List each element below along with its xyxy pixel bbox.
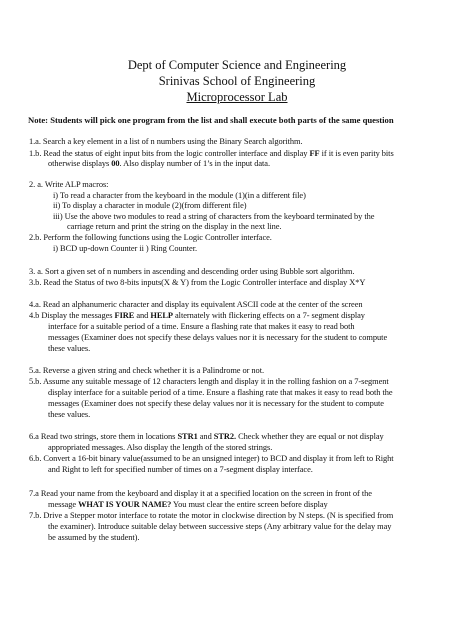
line-text: alternately with flickering effects on a 7- segment display bbox=[172, 311, 365, 320]
line-text: carriage return and print the string on the display in the next line. bbox=[67, 222, 282, 231]
line-q5b-1 bbox=[29, 377, 389, 387]
line-text: 1.b. Read the status of eight input bits from the logic controller interface and display bbox=[29, 149, 310, 158]
line-q2a-4 bbox=[53, 212, 374, 222]
line-q7a-1 bbox=[29, 489, 372, 499]
line-text: 3. a. Sort a given set of n numbers in ascending and descending order using Bubble sort algorithm. bbox=[29, 267, 355, 276]
line-text: 4.b Display the messages bbox=[29, 311, 115, 320]
line-text: messages (Examiner does not specify these delay values nor it is necessary for the student to compute bbox=[48, 399, 384, 408]
line-bold-text: WHAT IS YOUR NAME? bbox=[78, 500, 172, 509]
line-q2a-1 bbox=[29, 180, 108, 190]
school-heading: Srinivas School of Engineering bbox=[158, 74, 316, 88]
line-bold-text: FIRE bbox=[114, 311, 135, 320]
line-text: appropriated messages. Also display the length of the stored strings. bbox=[48, 443, 273, 452]
line-text: You must clear the entire screen before display bbox=[171, 500, 328, 509]
line-q5b-4 bbox=[48, 410, 90, 420]
line-q1b-2 bbox=[48, 159, 270, 169]
line-q2a-2 bbox=[53, 191, 306, 201]
line-bold-text: HELP bbox=[150, 311, 173, 320]
line-q3b-1 bbox=[29, 278, 365, 288]
line-text: 6.a Read two strings, store them in locations bbox=[29, 432, 178, 441]
line-text: these values. bbox=[48, 410, 91, 419]
line-text: 1.a. Search a key element in a list of n numbers using the Binary Search algorithm. bbox=[29, 137, 303, 146]
line-q3a-1 bbox=[29, 267, 354, 277]
line-bold-text: FF bbox=[309, 149, 320, 158]
line-text: otherwise displays bbox=[48, 159, 112, 168]
line-text: ii) To display a character in module (2)(from different file) bbox=[53, 201, 247, 210]
line-text: 3.b. Read the Status of two 8-bits inputs(X & Y) from the Logic Controller interface and display X*Y bbox=[29, 278, 366, 287]
line-text: 2.b. Perform the following functions using the Logic Controller interface. bbox=[29, 233, 272, 242]
line-bold-text: STR1 bbox=[177, 432, 198, 441]
line-q7b-1 bbox=[29, 511, 393, 521]
line-text: i) To read a character from the keyboard in the module (1)(in a different file) bbox=[53, 191, 306, 200]
line-q5a-1 bbox=[29, 366, 264, 376]
line-text: 6.b. Convert a 16-bit binary value(assumed to be an unsigned integer) to BCD and display it from left to Right bbox=[29, 454, 394, 463]
line-text: if it is even parity bits bbox=[319, 149, 394, 158]
line-text: and bbox=[134, 311, 151, 320]
line-q4b-2 bbox=[48, 322, 355, 332]
line-q5b-2 bbox=[48, 388, 393, 398]
line-text: and bbox=[197, 432, 214, 441]
line-q6b-2 bbox=[48, 465, 313, 475]
line-q1b-1 bbox=[29, 149, 394, 159]
line-text: messages (Examiner does not specify these delays values nor it is necessary for the student to compute bbox=[48, 333, 388, 342]
line-q4b-3 bbox=[48, 333, 387, 343]
line-text: 5.a. Reverse a given string and check whether it is a Palindrome or not. bbox=[29, 366, 265, 375]
note-text: Note: Students will pick one program from the list and shall execute both parts of the same question bbox=[28, 115, 394, 125]
line-q5b-3 bbox=[48, 399, 384, 409]
lab-title: Microprocessor Lab bbox=[186, 90, 288, 104]
line-text: . Also display number of 1’s in the input data. bbox=[119, 159, 271, 168]
department-heading: Dept of Computer Science and Engineering bbox=[127, 58, 347, 72]
line-text: and Right to left for specified number of times on a 7-segment display interface. bbox=[48, 465, 313, 474]
line-q2a-3 bbox=[53, 201, 247, 211]
line-text: interface for a suitable period of a time. Ensure a flashing rate that makes it easy to read both bbox=[48, 322, 355, 331]
line-text: message bbox=[48, 500, 79, 509]
line-q7a-2 bbox=[48, 500, 328, 510]
line-bold-text: 00 bbox=[111, 159, 120, 168]
line-text: i) BCD up-down Counter ii ) Ring Counter. bbox=[53, 244, 198, 253]
line-text: these values. bbox=[48, 344, 91, 353]
line-q6b-1 bbox=[29, 454, 394, 464]
line-q6a-1 bbox=[29, 432, 384, 442]
line-q2b-1 bbox=[29, 233, 272, 243]
line-bold-text: STR2. bbox=[213, 432, 237, 441]
line-q1a-1 bbox=[29, 137, 303, 147]
line-text: iii) Use the above two modules to read a string of characters from the keyboard terminated by the bbox=[53, 212, 375, 221]
line-text: Check whether they are equal or not display bbox=[236, 432, 384, 441]
line-q2b-2 bbox=[53, 244, 197, 254]
line-text: 5.b. Assume any suitable message of 12 characters length and display it in the rolling fashion on a 7-segment bbox=[29, 377, 389, 386]
line-q4b-4 bbox=[48, 344, 90, 354]
line-text: 7.a Read your name from the keyboard and display it at a specified location on the screen in front of the bbox=[29, 489, 372, 498]
line-q4b-1 bbox=[29, 311, 365, 321]
line-text: 2. a. Write ALP macros: bbox=[29, 180, 109, 189]
line-q7b-2 bbox=[48, 522, 391, 532]
line-text: the examiner). Introduce suitable delay between successive steps (Any arbitrary value for the delay may bbox=[48, 522, 392, 531]
line-q6a-2 bbox=[48, 443, 272, 453]
line-text: 4.a. Read an alphanumeric character and display its equivalent ASCII code at the center of the screen bbox=[29, 300, 363, 309]
line-q2a-5 bbox=[67, 222, 281, 232]
line-text: 7.b. Drive a Stepper motor interface to rotate the motor in clockwise direction by N steps. (N is specified from bbox=[29, 511, 394, 520]
line-q4a-1 bbox=[29, 300, 363, 310]
line-text: display interface for a suitable period of a time. Ensure a flashing rate that makes it easy to read both the bbox=[48, 388, 393, 397]
line-q7b-3 bbox=[48, 533, 139, 543]
line-text: be assumed by the student). bbox=[48, 533, 140, 542]
